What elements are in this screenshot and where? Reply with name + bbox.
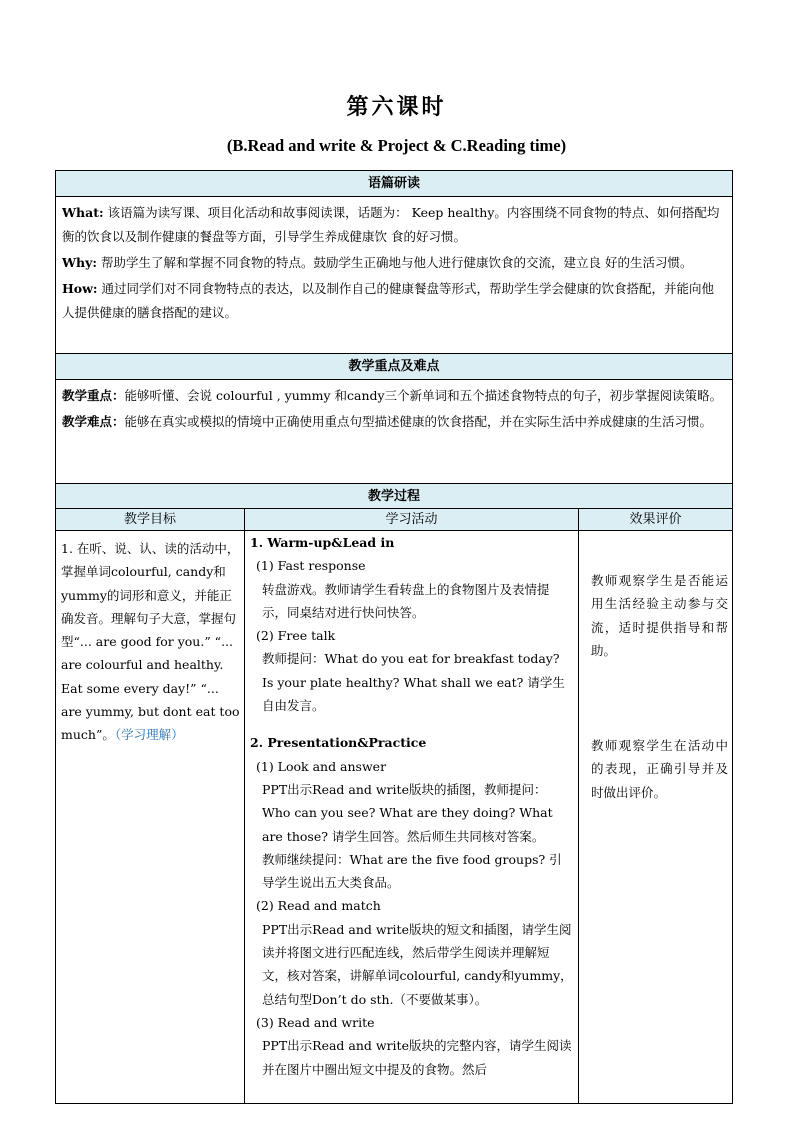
step1-title: 1. Warm-up&Lead in: [250, 535, 395, 550]
goal-text: 1. 在听、说、认、读的活动中，掌握单词colourful, candy和yummy的词形和意义，并能正确发音。理解句子大意，掌握句型“... are good for you.” “... are colourful and healthy. Eat some every day!” “... are yummy, but dont eat too much”。: [61, 541, 240, 743]
step2-2-title: (2) Read and match: [256, 898, 381, 914]
why-label: Why:: [62, 255, 98, 270]
goals-cell: [56, 531, 245, 1103]
evaluation-text-2: 教师观察学生在活动中的表现，正确引导并及时做出评价。: [591, 738, 728, 800]
column-header-goals: 教学目标: [56, 509, 245, 531]
how-paragraph: [62, 277, 726, 325]
what-paragraph: [62, 201, 726, 249]
difficulty-text: 能够在真实或模拟的情境中正确使用重点句型描述健康的饮食搭配，并在实际生活中养成健康的生活习惯。: [124, 414, 713, 429]
evaluation-text-1: 教师观察学生是否能运用生活经验主动参与交流，适时提供指导和帮助。: [591, 573, 728, 658]
step2-3-title: (3) Read and write: [256, 1014, 375, 1030]
what-label: What:: [62, 205, 104, 220]
step1-2-text: 教师提问：What do you eat for breakfast today? Is your plate healthy? What shall we eat? 请学生自由发言。: [262, 651, 565, 714]
process-column-headers: [56, 509, 732, 531]
step2-1-text2: 教师继续提问：What are the five food groups? 引导学生说出五大类食品。: [262, 851, 562, 891]
step2-1-text: PPT出示Read and write版块的插图，教师提问：Who can you see? What are they doing? What are those? 请学生回答。然后师生共同核对答案。: [262, 781, 553, 844]
step1-2-title: (2) Free talk: [256, 628, 336, 644]
page-title: 第六课时: [346, 94, 447, 120]
how-text: 通过同学们对不同食物特点的表达，以及制作自己的健康餐盘等形式，帮助学生学会健康的饮食搭配，并能向他人提供健康的膳食搭配的建议。: [62, 281, 715, 320]
why-text: 帮助学生了解和掌握不同食物的特点。鼓励学生正确地与他人进行健康饮食的交流，建立良 好的生活习惯。: [97, 255, 693, 270]
key-point-label: 教学重点：: [62, 388, 125, 403]
difficulty-label: 教学难点：: [62, 414, 125, 429]
activities-cell: [245, 531, 579, 1103]
section-header-text-study: 语篇研读: [56, 171, 732, 197]
lesson-table: [55, 170, 733, 1104]
section-header-key-points: 教学重点及难点: [56, 354, 732, 380]
step1-1-text: 转盘游戏。教师请学生看转盘上的食物图片及表情提示，同桌结对进行快问快答。: [262, 581, 550, 620]
section-header-process: 教学过程: [56, 484, 732, 509]
evaluation-cell: [579, 531, 732, 1103]
process-body: [56, 531, 732, 1103]
page-subtitle: (B.Read and write & Project & C.Reading time): [226, 136, 567, 155]
step1-1-title: (1) Fast response: [256, 558, 366, 574]
difficulty-paragraph: [62, 410, 726, 434]
key-point-paragraph: [62, 384, 726, 408]
column-header-evaluation: 效果评价: [579, 509, 732, 531]
step2-title: 2. Presentation&Practice: [250, 735, 427, 751]
step2-3-text: PPT出示Read and write版块的完整内容，请学生阅读并在图片中圈出短文中提及的食物。然后: [262, 1038, 572, 1077]
key-point-text: 能够听懂、会说 colourful , yummy 和candy三个新单词和五个描述食物特点的句子，初步掌握阅读策略。: [124, 388, 723, 403]
what-text: 该语篇为读写课、项目化活动和故事阅读课，话题为： Keep healthy。内容围绕不同食物的特点、如何搭配均衡的饮食以及制作健康的餐盘等方面，引导学生养成健康饮 食的好习惯。: [62, 205, 720, 244]
text-study-section: [56, 197, 732, 354]
key-points-section: [56, 380, 732, 484]
how-label: How:: [62, 281, 98, 296]
why-paragraph: [62, 251, 726, 275]
goal-tag: （学习理解）: [114, 727, 184, 743]
step2-2-text: PPT出示Read and write版块的短文和插图，请学生阅读并将图文进行匹配连线，然后带学生阅读并理解短文，核对答案，讲解单词colourful, candy和yummy，总结句型Don’t do sth.（不要做某事）。: [262, 921, 573, 1007]
column-header-activities: 学习活动: [245, 509, 579, 531]
step2-1-title: (1) Look and answer: [256, 758, 387, 774]
